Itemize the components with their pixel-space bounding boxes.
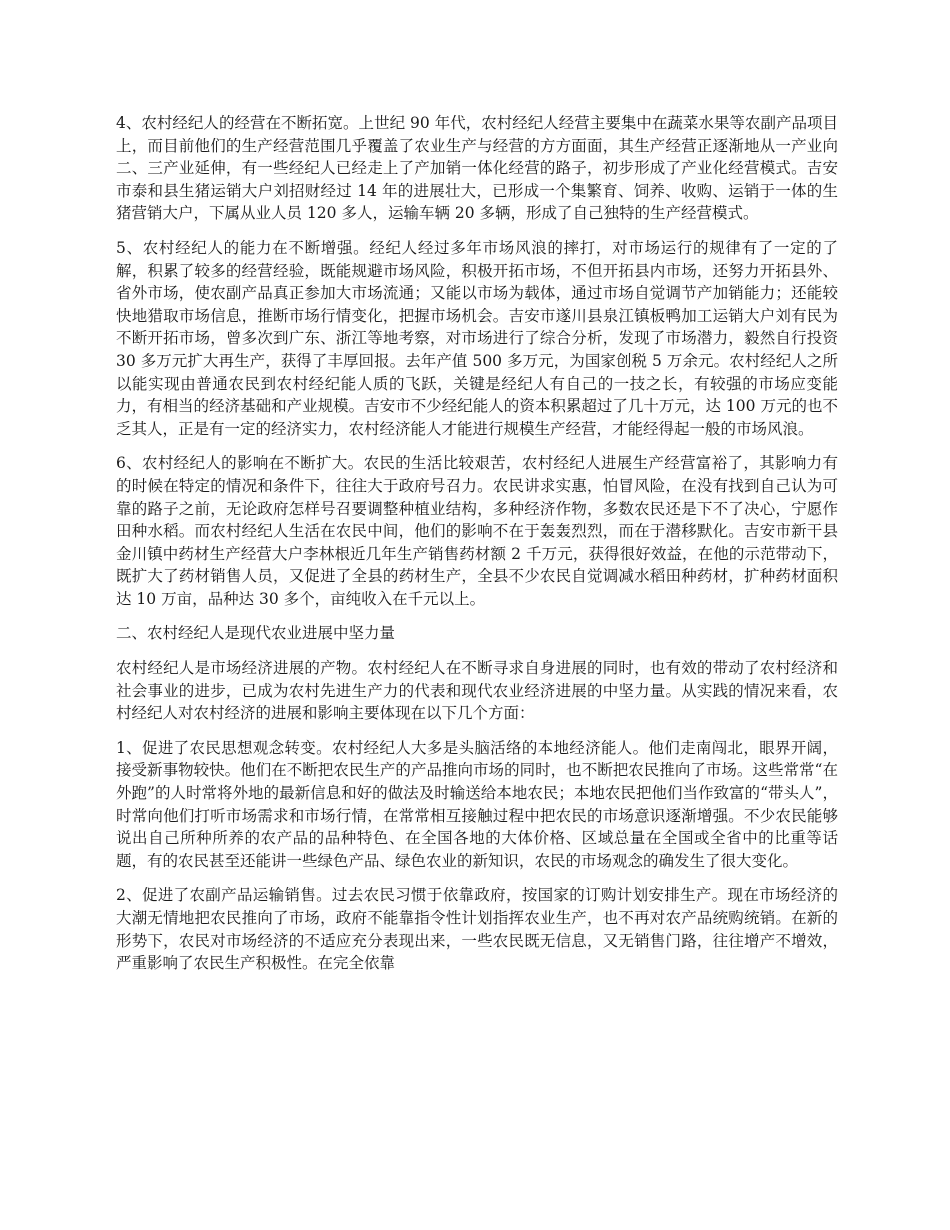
paragraph-item-2: 2、促进了农副产品运输销售。过去农民习惯于依靠政府，按国家的订购计划安排生产。现在市场经济的大潮无情地把农民推向了市场，政府不能靠指令性计划指挥农业生产，也不再对农产品统购统销。在新的形势下，农民对市场经济的不适应充分表现出来，一些农民既无信息，又无销售门路，往往增产不增效，严重影响了农民生产积极性。在完全依靠 bbox=[116, 886, 838, 973]
section-heading: 二、农村经纪人是现代农业进展中坚力量 bbox=[116, 624, 396, 643]
document-page bbox=[116, 112, 838, 987]
paragraph-item-1: 1、促进了农民思想观念转变。农村经纪人大多是头脑活络的本地经济能人。他们走南闯北，眼界开阔，接受新事物较快。他们在不断把农民生产的产品推向市场的同时，也不断把农民推向了市场。这些常常“在外跑”的人时常将外地的最新信息和好的做法及时输送给本地农民；本地农民把他们当作致富的“带头人”，时常向他们打听市场需求和市场行情，在常常相互接触过程中把农民的市场意识逐渐增强。不少农民能够说出自己所种所养的农产品的品种特色、在全国各地的大体价格、区域总量在全国或全省中的比重等话题，有的农民甚至还能讲一些绿色产品、绿色农业的新知识，农民的市场观念的确发生了很大变化。 bbox=[116, 738, 838, 870]
paragraph-item-4: 4、农村经纪人的经营在不断拓宽。上世纪 90 年代，农村经纪人经营主要集中在蔬菜水果等农副产品项目上，而目前他们的生产经营范围几乎覆盖了农业生产与经营的方方面面，其生产经营正逐渐地从一产业向二、三产业延伸，有一些经纪人已经走上了产加销一体化经营的路子，初步形成了产业化经营模式。吉安市泰和县生猪运销大户刘招财经过 14 年的进展壮大，已形成一个集繁育、饲养、收购、运销于一体的生猪营销大户，下属从业人员 120 多人，运输车辆 20 多辆，形成了自己独特的生产经营模式。 bbox=[116, 114, 838, 223]
paragraph-item-5: 5、农村经纪人的能力在不断增强。经纪人经过多年市场风浪的摔打，对市场运行的规律有了一定的了解，积累了较多的经营经验，既能规避市场风险，积极开拓市场，不但开拓县内市场，还努力开拓县外、省外市场，使农副产品真正参加大市场流通；又能以市场为载体，通过市场自觉调节产加销能力；还能较快地猎取市场信息，推断市场行情变化，把握市场机会。吉安市遂川县泉江镇板鸭加工运销大户刘有民为不断开拓市场，曾多次到广东、浙江等地考察，对市场进行了综合分析，发现了市场潜力，毅然自行投资 30 多万元扩大再生产，获得了丰厚回报。去年产值 500 多万元，为国家创税 5 万余元。农村经纪人之所以能实现由普通农民到农村经纪能人质的飞跃，关键是经纪人有自己的一技之长，有较强的市场应变能力，有相当的经济基础和产业规模。吉安市不少经纪能人的资本积累超过了几十万元，达 100 万元的也不乏其人，正是有一定的经济实力，农村经济能人才能进行规模生产经营，才能经得起一般的市场风浪。 bbox=[116, 238, 838, 438]
section-intro-paragraph: 农村经纪人是市场经济进展的产物。农村经纪人在不断寻求自身进展的同时，也有效的带动了农村经济和社会事业的进步，已成为农村先进生产力的代表和现代农业经济进展的中坚力量。从实践的情况来看，农村经纪人对农村经济的进展和影响主要体现在以下几个方面： bbox=[116, 659, 838, 723]
paragraph-item-6: 6、农村经纪人的影响在不断扩大。农民的生活比较艰苦，农村经纪人进展生产经营富裕了，其影响力有的时候在特定的情况和条件下，往往大于政府号召力。农民讲求实惠，怕冒风险，在没有找到自己认为可靠的路子之前，无论政府怎样号召要调整种植业结构，多种经济作物，多数农民还是下不了决心，宁愿作田种水稻。而农村经纪人生活在农民中间，他们的影响不在于轰轰烈烈，而在于潜移默化。吉安市新干县金川镇中药材生产经营大户李林根近几年生产销售药材额 2 千万元，获得很好效益，在他的示范带动下，既扩大了药材销售人员，又促进了全县的药材生产，全县不少农民自觉调减水稻田种药材，扩种药材面积达 10 万亩，品种达 30 多个，亩纯收入在千元以上。 bbox=[116, 454, 838, 608]
